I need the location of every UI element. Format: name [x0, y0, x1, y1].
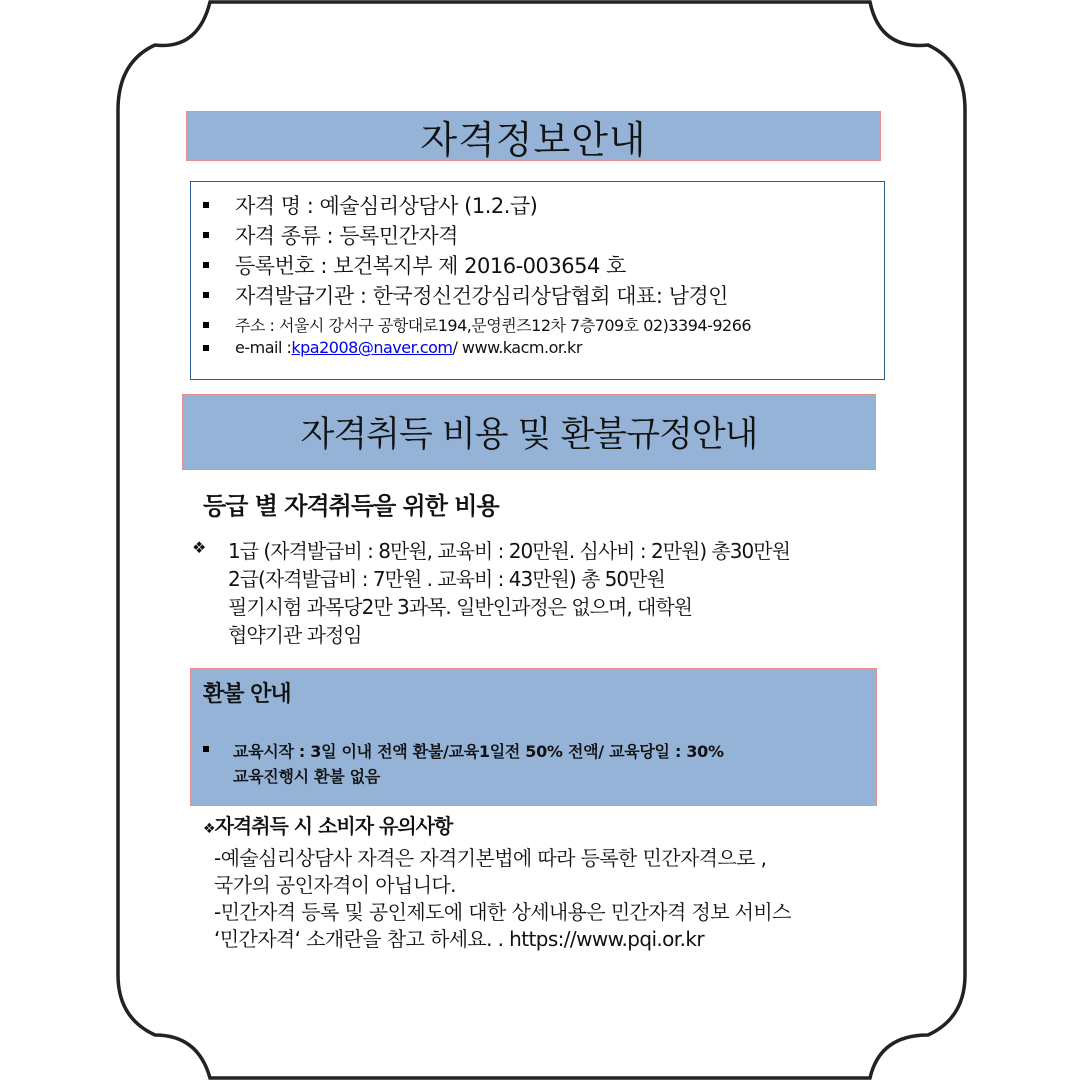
email-link[interactable]: kpa2008@naver.com	[291, 338, 453, 357]
notice-line: -예술심리상담사 자격은 자격기본법에 따라 등록한 민간자격으로 ,	[214, 846, 767, 870]
info-item-name	[203, 190, 537, 220]
square-bullet-icon	[203, 322, 209, 328]
diamond-bullet-icon: ❖	[192, 538, 207, 557]
diamond-bullet-icon: ❖	[203, 821, 215, 837]
info-item-issuer	[203, 280, 728, 310]
square-bullet-icon	[203, 202, 209, 208]
square-bullet-icon	[203, 746, 209, 752]
notice-line: 국가의 공인자격이 아닙니다.	[214, 873, 456, 897]
cost-refund-banner: 자격취득 비용 및 환불규정안내	[182, 394, 876, 470]
info-text: 자격발급기관 : 한국정신건강심리상담협회 대표: 남경인	[235, 284, 728, 308]
website-text: / www.kacm.or.kr	[452, 338, 582, 357]
info-item-registration	[203, 250, 626, 280]
info-text: 자격 종류 : 등록민간자격	[235, 224, 458, 248]
consumer-notice-heading	[203, 810, 452, 839]
cost-line: 2급(자격발급비 : 7만원 . 교육비 : 43만원) 총 50만원	[228, 567, 665, 591]
cost-line: 1급 (자격발급비 : 8만원, 교육비 : 20만원. 심사비 : 2만원) 총30만원	[228, 539, 790, 563]
cost-heading: 등급 별 자격취득을 위한 비용	[203, 492, 499, 520]
page-title: 자격정보안내	[186, 111, 881, 161]
notice-line: -민간자격 등록 및 공인제도에 대한 상세내용은 민간자격 정보 서비스	[214, 900, 791, 924]
square-bullet-icon	[203, 232, 209, 238]
info-item-email	[203, 338, 582, 357]
cost-line: 협약기관 과정임	[228, 623, 362, 647]
square-bullet-icon	[203, 262, 209, 268]
info-text: 자격 명 : 예술심리상담사 (1.2.급)	[235, 194, 538, 218]
cost-line: 필기시험 과목당2만 3과목. 일반인과정은 없으며, 대학원	[228, 595, 692, 619]
info-item-address	[203, 313, 751, 336]
certificate-info-box	[190, 181, 885, 380]
info-text: 등록번호 : 보건복지부 제 2016-003654 호	[235, 254, 626, 278]
refund-line: 교육시작 : 3일 이내 전액 환불/교육1일전 50% 전액/ 교육당일 : 30%	[233, 742, 724, 761]
refund-line: 교육진행시 환불 없음	[233, 767, 380, 786]
notice-heading-text: 자격취득 시 소비자 유의사항	[214, 814, 453, 838]
square-bullet-icon	[203, 292, 209, 298]
square-bullet-icon	[203, 345, 209, 351]
info-item-type	[203, 220, 458, 250]
info-text: 주소 : 서울시 강서구 공항대로194,문영퀸즈12차 7층709호 02)3394-9266	[235, 316, 752, 335]
email-prefix: e-mail :	[235, 338, 292, 357]
refund-box	[190, 668, 877, 806]
refund-heading: 환불 안내	[203, 682, 291, 707]
notice-line: ‘민간자격‘ 소개란을 참고 하세요. . https://www.pqi.or.kr	[214, 927, 704, 951]
